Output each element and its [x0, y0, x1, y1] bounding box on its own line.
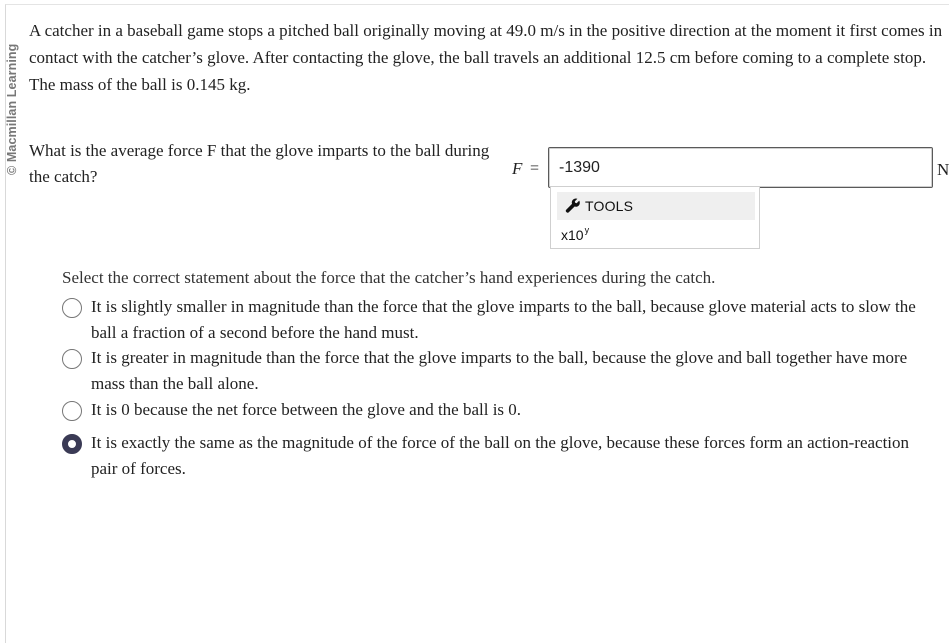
choice-option-2[interactable] — [62, 345, 922, 397]
choice-option-4[interactable] — [62, 430, 922, 482]
choice-option-3[interactable] — [62, 397, 922, 423]
variable-label: F — [512, 159, 523, 178]
tools-label: TOOLS — [585, 198, 634, 214]
unit-label: N — [937, 160, 950, 179]
choice-text: It is 0 because the net force between the glove and the ball is 0. — [91, 400, 522, 419]
problem-statement: A catcher in a baseball game stops a pitched ball originally moving at 49.0 m/s in the positive direction at the moment it first comes in contact with the catcher’s glove. After contacting the glove, the ball travels an additional 12.5 cm before coming to a complete stop. The mass of the ball is 0.145 kg. — [29, 21, 943, 94]
radio-button[interactable] — [62, 349, 82, 369]
wrench-icon — [565, 198, 581, 214]
scientific-notation-button[interactable] — [561, 225, 589, 243]
radio-button-selected[interactable] — [62, 434, 82, 454]
tools-button[interactable] — [557, 192, 755, 220]
tools-panel — [550, 186, 760, 249]
question-text: What is the average force F that the glove imparts to the ball during the catch? — [29, 141, 490, 186]
radio-button[interactable] — [62, 298, 82, 318]
equals-sign: = — [530, 160, 540, 177]
sci-exponent: y — [584, 225, 590, 235]
multiple-choice-prompt: Select the correct statement about the force that the catcher’s hand experiences during the catch. — [62, 268, 716, 287]
radio-button[interactable] — [62, 401, 82, 421]
choice-text: It is slightly smaller in magnitude than the force that the glove imparts to the ball, because glove material acts to slow the ball a fraction of a second before the hand must. — [91, 297, 916, 342]
copyright-watermark: © Macmillan Learning — [5, 43, 19, 175]
answer-input[interactable] — [548, 147, 933, 188]
choice-option-1[interactable] — [62, 294, 922, 346]
sci-base: x10 — [561, 227, 584, 243]
choice-text: It is greater in magnitude than the force that the glove imparts to the ball, because the glove and ball together have more mass than the ball alone. — [91, 348, 908, 393]
choice-text: It is exactly the same as the magnitude of the force of the ball on the glove, because these forces form an action-reaction pair of forces. — [91, 433, 910, 478]
